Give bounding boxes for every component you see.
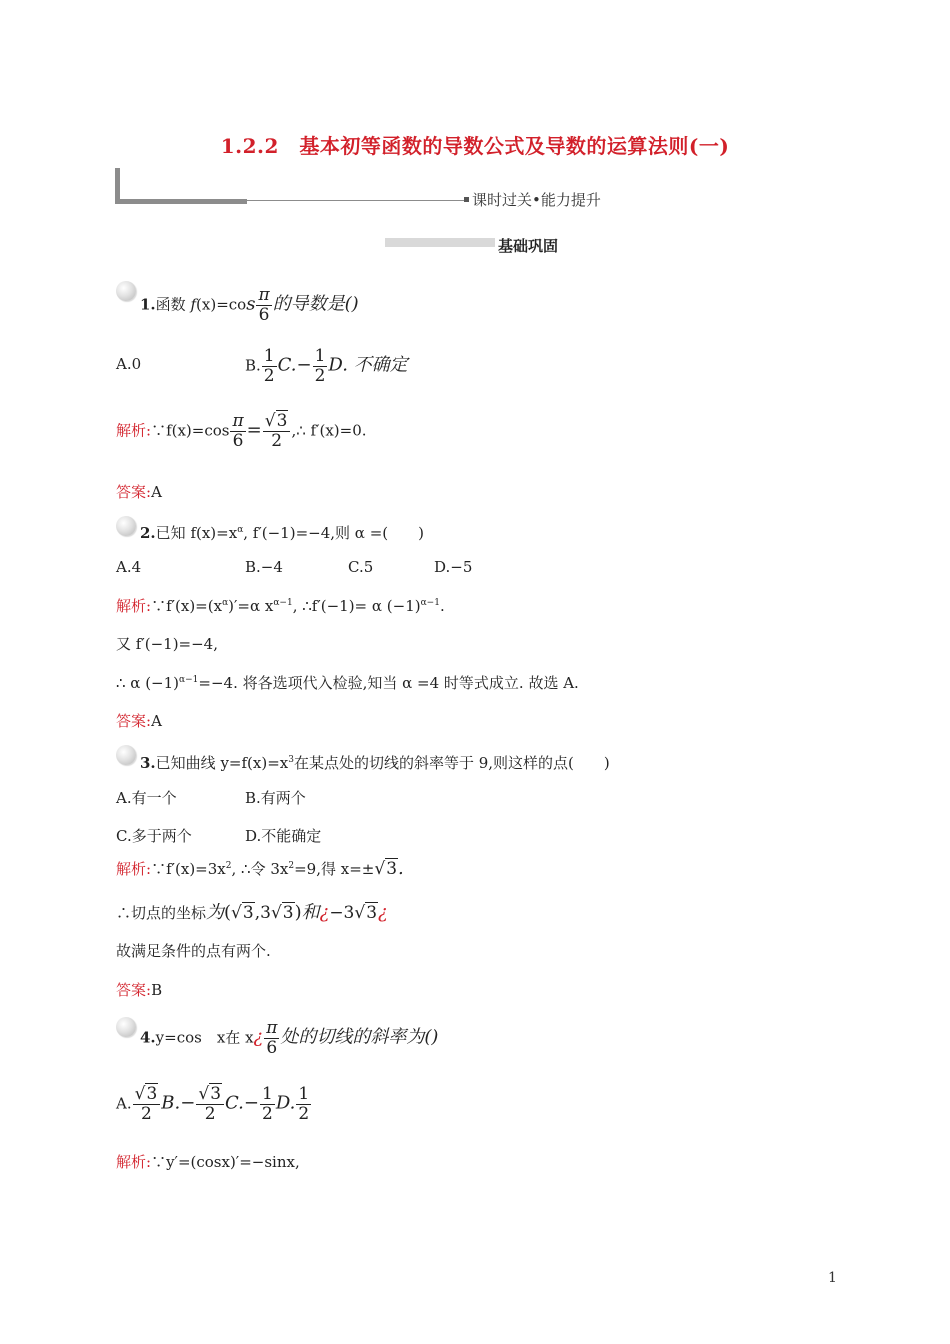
option-b: B.有两个 [245, 789, 306, 807]
question-ball-icon [116, 516, 136, 536]
sqrt-symbol: √3 [198, 1084, 222, 1104]
option-c: C.5 [348, 558, 374, 576]
sqrt-symbol: √3 [231, 903, 254, 923]
banner-bracket-base [115, 199, 247, 204]
banner-divider [247, 200, 465, 201]
fraction-pi-6: $\frac{\pi}{6}$ [266, 1018, 278, 1058]
question-2: 2.已知 $f(x)=x^\alpha$, f′(−1)=−4,则 α =( ) [140, 524, 424, 542]
page-number: 1 [828, 1270, 837, 1286]
fraction-sqrt3-2: $\frac{√3}{2}$ [133, 1085, 161, 1124]
page-title: 1.2.2 基本初等函数的导数公式及导数的运算法则(一) [220, 134, 730, 158]
banner-label: 课时过关•能力提升 [472, 191, 601, 209]
fraction-sqrt3-2: $\frac{√3}{2}$ [196, 1085, 224, 1124]
solution-3-line-2: ∴切点的坐标为(√3,3√3)和¿−3√3¿ [116, 902, 388, 923]
solution-2-line-2: 又 f′(−1)=−4, [116, 635, 218, 653]
option-a: A.有一个 [116, 789, 177, 807]
option-d: D.−5 [434, 558, 473, 576]
sqrt-symbol: √3 [374, 859, 398, 879]
solution-3-line-3: 故满足条件的点有两个. [116, 942, 271, 960]
section-heading: 基础巩固 [498, 237, 559, 255]
options-abcd: A. $\frac{√3}{2}$ B.− $\frac{√3}{2}$ C.− $\frac{1}{2}$ D. $\frac{1}{2}$ [116, 1084, 310, 1124]
option-d: D.不能确定 [245, 827, 322, 845]
question-1: 1.函数 f(x)=cos $\frac{\pi}{6}$ 的导数是() [140, 285, 359, 325]
fraction-pi-6: $\frac{\pi}{6}$ [258, 285, 270, 325]
question-3: 3.已知曲线 $y=f(x)=x^3$在某点处的切线的斜率等于 9,则这样的点( ) [140, 754, 610, 772]
option-a: A.0 [116, 355, 142, 373]
solution-2-line-3: ∴ α $(-1)^{\alpha-1}=-4$. 将各选项代入检验,知当 α =4 时等式成立. 故选 A. [116, 674, 579, 692]
option-c: C.多于两个 [116, 827, 192, 845]
solution-1: 解析:∵f(x)=cos $\frac{\pi}{6}$ = $\frac{√3}{2}$ ,∴ f′(x)=0. [116, 411, 367, 451]
fraction-1-2: $\frac{1}{2}$ [263, 346, 275, 386]
sqrt-symbol: √3 [270, 903, 294, 923]
answer-1: 答案:A [116, 483, 162, 501]
question-ball-icon [116, 281, 136, 301]
fraction-pi-6: $\frac{\pi}{6}$ [232, 411, 244, 451]
solution-4: 解析:∵y′=(cosx)′=−sinx, [116, 1153, 300, 1171]
section-bar [385, 238, 495, 247]
solution-3: 解析$:\because f'(x)=3x^2$, ∴令 $3x^2=9$,得 x=±√3. [116, 858, 404, 879]
options-bcd: B. $\frac{1}{2}$ C.− $\frac{1}{2}$ D. 不确定 [245, 346, 408, 386]
answer-3: 答案:B [116, 981, 163, 999]
sqrt-symbol: √3 [134, 1084, 158, 1104]
banner-square-icon [464, 197, 469, 202]
fraction-1-2: $\frac{1}{2}$ [314, 346, 326, 386]
question-4: 4.y=cos x在 x¿ $\frac{\pi}{6}$ 处的切线的斜率为() [140, 1018, 439, 1058]
fraction-1-2: $\frac{1}{2}$ [261, 1084, 273, 1124]
sqrt-symbol: √3 [354, 903, 378, 923]
fraction-sqrt3-2: $\frac{√3}{2}$ [263, 412, 291, 451]
solution-2: 解析$:\because f'(x)=(x^\alpha)'=\alpha$ $x^{\alpha-1}$, ∴f′(−1)= α $(-1)^{\alpha-1}$. [116, 597, 445, 615]
option-a: A.4 [116, 558, 142, 576]
question-ball-icon [116, 1017, 136, 1037]
option-b: B.−4 [245, 558, 283, 576]
answer-2: 答案:A [116, 712, 162, 730]
sqrt-symbol: √3 [264, 411, 288, 431]
fraction-1-2: $\frac{1}{2}$ [298, 1084, 310, 1124]
question-ball-icon [116, 745, 136, 765]
